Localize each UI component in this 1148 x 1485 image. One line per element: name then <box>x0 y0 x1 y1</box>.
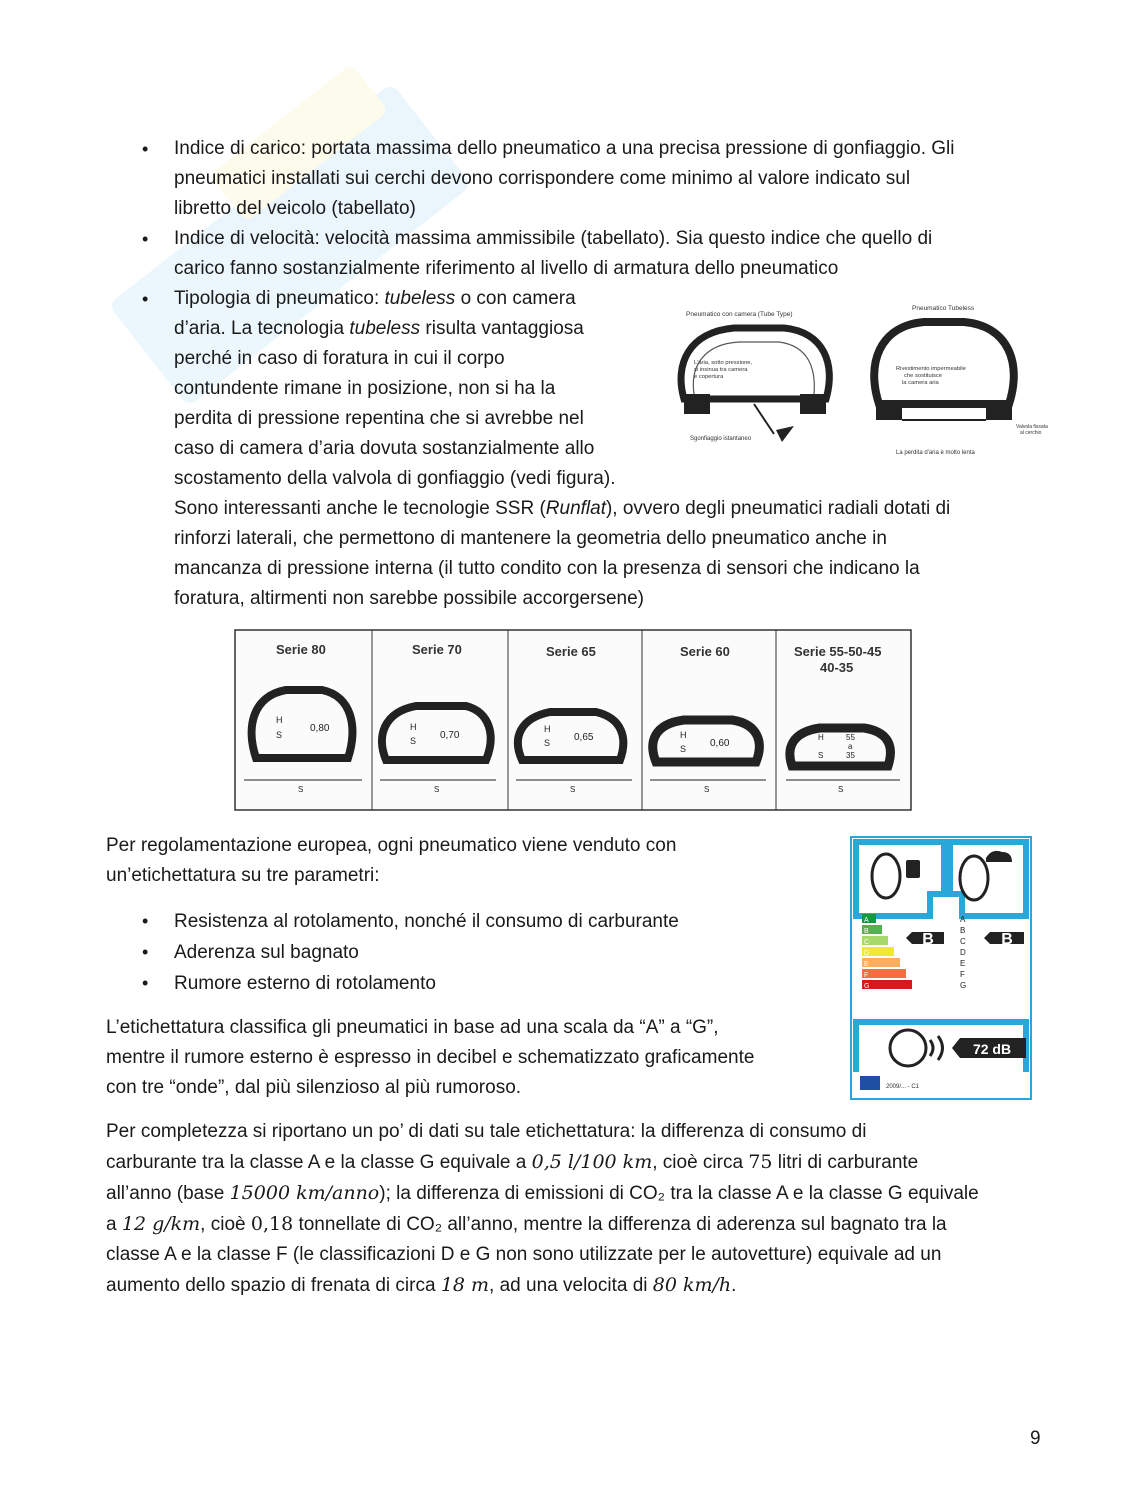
svg-text:S: S <box>544 738 551 748</box>
svg-text:la camera aria: la camera aria <box>902 380 939 386</box>
svg-text:La perdita d'aria è molto lent: La perdita d'aria è molto lenta <box>896 450 975 456</box>
svg-text:L'aria, sotto pressione,: L'aria, sotto pressione, <box>694 360 753 366</box>
fuel-class-letter: D <box>864 950 870 957</box>
svg-text:0,65: 0,65 <box>574 732 594 743</box>
svg-text:si insinua tra camera: si insinua tra camera <box>694 367 748 373</box>
fuel-class-letter: A <box>864 917 869 924</box>
eu-flag-icon <box>860 1076 880 1090</box>
wet-class-letter: C <box>960 937 966 946</box>
fuel-pump-icon <box>906 860 920 878</box>
class-paragraph: L’etichettatura classifica gli pneumatici in base ad una scala da “A” a “G”, mentre il rumore esterno è espresso in decibel e schematizzato graficamente con tre “onde”, dal più silenzioso al più rumoroso. <box>106 1017 755 1098</box>
page-number: 9 <box>1030 1428 1041 1449</box>
noise-value: 72 dB <box>972 1041 1012 1057</box>
wet-class-letter: E <box>960 959 966 968</box>
svg-text:a: a <box>848 742 853 751</box>
fuel-class-bar-g <box>862 980 912 989</box>
svg-text:H: H <box>544 724 551 734</box>
svg-text:Serie 60: Serie 60 <box>680 644 730 659</box>
wet-class-letter: G <box>960 981 967 990</box>
svg-text:Valvola fissata: Valvola fissata <box>1016 424 1048 430</box>
svg-text:S: S <box>298 785 304 794</box>
tire-series-figure <box>234 628 912 812</box>
list-item: • Tipologia di pneumatico: tubeless o con camera d’aria. La tecnologia tubeless risulta vantaggiosa perché in caso di foratura in cui il corpo contundente rimane in posizione, non si ha la perdita di pressione repentina che si avrebbe nel caso di camera d’aria dovuta sostanzialmente allo scostamento della valvola di gonfiaggio (vedi figura). Sono interessanti anche le tecnologie SSR (Runflat), ovvero degli pneumatici radiali dotati di rinforzi laterali, che permettono di mantenere la geometria dello pneumatico anche in mancanza di pressione interna (il tutto condito con la presenza di sensori che indicano la foratura, altirmenti non sarebbe possibile accorgersene) <box>106 284 1066 614</box>
fuel-class-letter: F <box>864 972 869 979</box>
svg-text:Rivestimento impermeabile: Rivestimento impermeabile <box>896 366 966 372</box>
svg-text:40-35: 40-35 <box>820 660 854 675</box>
wet-class-letter: D <box>960 948 966 957</box>
fuel-class-letter: C <box>864 939 870 946</box>
tube-vs-tubeless-figure <box>664 294 1048 462</box>
wet-class-letter: B <box>960 926 966 935</box>
svg-text:S: S <box>818 751 824 760</box>
list-item: • Rumore esterno di rotolamento <box>106 968 806 999</box>
svg-text:S: S <box>570 785 576 794</box>
svg-text:Serie 55-50-45: Serie 55-50-45 <box>794 644 882 659</box>
wet-class: B <box>1001 931 1013 948</box>
svg-text:S: S <box>704 785 710 794</box>
svg-text:35: 35 <box>846 751 855 760</box>
label-footer: 2009/... - C1 <box>886 1084 920 1090</box>
svg-text:H: H <box>680 730 687 740</box>
svg-text:Pneumatico Tubeless: Pneumatico Tubeless <box>912 305 975 312</box>
svg-text:55: 55 <box>846 733 855 742</box>
left-title: Pneumatico con camera (Tube Type) <box>686 311 793 318</box>
svg-text:Serie 65: Serie 65 <box>546 644 596 659</box>
eu-bullet-list <box>106 906 806 999</box>
list-item: • Indice di carico: portata massima dello pneumatico a una precisa pressione di gonfiaggio. Gli pneumatici installati sui cerchi devono corrispondere come minimo al valore indicato sul libretto del veicolo (tabellato) <box>106 134 1066 224</box>
svg-text:H: H <box>410 722 417 732</box>
final-paragraph: Per completezza si riportano un po’ di dati su tale etichettatura: la differenza di consumo di carburante tra la classe A e la classe G equivale a 0,5 l/100 km, cioè circa 75 litri di carburante all’anno (base 15000 km/anno); la differenza di emissioni di CO₂ tra la classe A e la classe G equivale a 12 g/km, cioè 0,18 tonnellate di CO₂ all’anno, mentre la differenza di aderenza sul bagnato tra la classe A e la classe F (le classificazioni D e G non sono utilizzate per le autovetture) equivale ad un aumento dello spazio di frenata di circa 18 m, ad una velocita di 80 km/h. <box>106 1121 979 1296</box>
svg-text:S: S <box>410 736 417 746</box>
wet-class-letter: F <box>960 970 965 979</box>
svg-text:H: H <box>276 715 283 725</box>
svg-text:S: S <box>680 744 687 754</box>
svg-text:0,60: 0,60 <box>710 738 730 749</box>
eu-paragraph: Per regolamentazione europea, ogni pneumatico viene venduto con un’etichettatura su tre parametri: <box>106 835 677 886</box>
svg-text:e copertura: e copertura <box>694 374 724 380</box>
svg-text:Serie 70: Serie 70 <box>412 642 462 657</box>
svg-text:0,80: 0,80 <box>310 723 330 734</box>
wet-class-letter: A <box>960 915 966 924</box>
svg-text:S: S <box>434 785 440 794</box>
list-item: • Indice di velocità: velocità massima ammissibile (tabellato). Sia questo indice che quello di carico fanno sostanzialmente riferimento al livello di armatura dello pneumatico <box>106 224 1066 284</box>
svg-text:al cerchio: al cerchio <box>1020 430 1042 436</box>
svg-text:S: S <box>276 730 283 740</box>
fuel-class-bar-f <box>862 969 906 978</box>
eu-tyre-label <box>850 836 1032 1100</box>
fuel-class-letter: G <box>864 983 870 990</box>
svg-text:S: S <box>838 785 844 794</box>
fuel-class: B <box>922 931 934 948</box>
list-item: • Aderenza sul bagnato <box>106 937 806 968</box>
fuel-class-letter: B <box>864 928 869 935</box>
svg-text:che sostituisce: che sostituisce <box>904 373 943 379</box>
fuel-class-letter: E <box>864 961 869 968</box>
svg-text:Serie 80: Serie 80 <box>276 642 326 657</box>
svg-text:H: H <box>818 733 824 742</box>
svg-text:0,70: 0,70 <box>440 730 460 741</box>
list-item: • Resistenza al rotolamento, nonché il consumo di carburante <box>106 906 806 937</box>
svg-text:Sgonfiaggio istantaneo: Sgonfiaggio istantaneo <box>690 436 752 442</box>
